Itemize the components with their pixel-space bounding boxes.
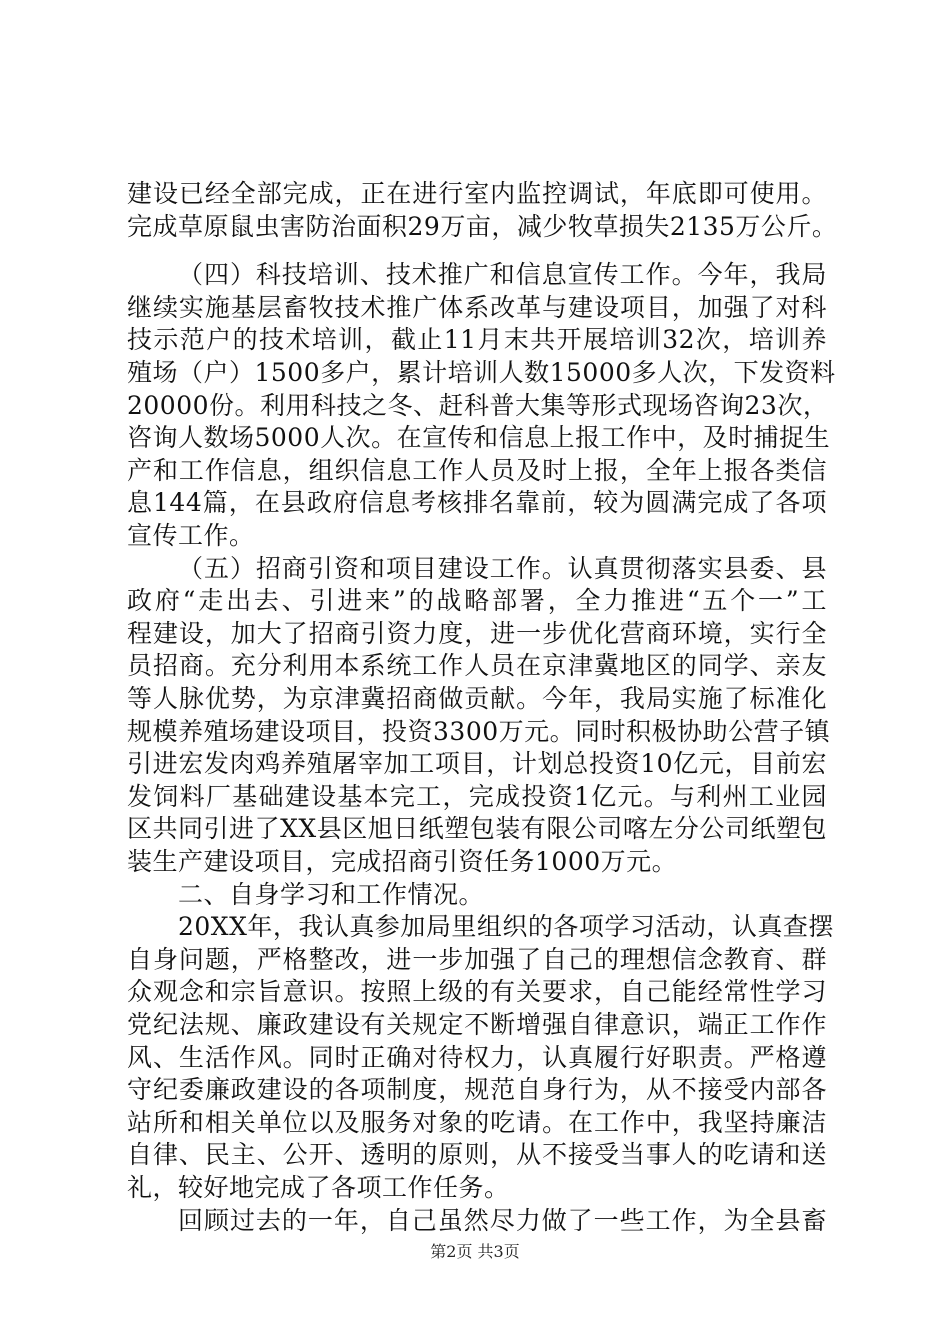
text-line: 产和工作信息，组织信息工作人员及时上报，全年上报各类信 — [127, 455, 827, 485]
text-line: 建设已经全部完成，正在进行室内监控调试，年底即可使用。 — [127, 179, 827, 208]
text-line: 自身问题，严格整改，进一步加强了自己的理想信念教育、群 — [127, 944, 827, 974]
text-line: 站所和相关单位以及服务对象的吃请。在工作中，我坚持廉洁 — [127, 1107, 827, 1137]
text-line: 员招商。充分利用本系统工作人员在京津冀地区的同学、亲友 — [127, 651, 827, 681]
text-line: 自律、民主、公开、透明的原则，从不接受当事人的吃请和送 — [127, 1140, 827, 1170]
text-line: 程建设，加大了招商引资力度，进一步优化营商环境，实行全 — [127, 618, 827, 648]
section-heading: 二、自身学习和工作情况。 — [178, 879, 485, 909]
text-line: 等人脉优势，为京津冀招商做贡献。今年，我局实施了标准化 — [127, 684, 827, 713]
text-line: 殖场（户）1500多户，累计培训人数15000多人次，下发资料 — [127, 358, 836, 387]
text-line: 咨询人数场5000人次。在宣传和信息上报工作中，及时捕捉生 — [127, 423, 831, 453]
text-line: 礼，较好地完成了各项工作任务。 — [127, 1173, 510, 1202]
text-line: 息144篇，在县政府信息考核排名靠前，较为圆满完成了各项 — [127, 488, 827, 518]
text-line: 装生产建设项目，完成招商引资任务1000万元。 — [127, 847, 678, 876]
text-line: 引进宏发肉鸡养殖屠宰加工项目，计划总投资10亿元，目前宏 — [127, 749, 827, 779]
text-line: 守纪委廉政建设的各项制度，规范自身行为，从不接受内部各 — [127, 1075, 827, 1105]
text-line: 完成草原鼠虫害防治面积29万亩，减少牧草损失2135万公斤。 — [127, 211, 838, 241]
text-line: 众观念和宗旨意识。按照上级的有关要求，自己能经常性学习 — [127, 977, 827, 1007]
text-line: 20XX年，我认真参加局里组织的各项学习活动，认真查摆 — [178, 912, 834, 942]
text-line: 继续实施基层畜牧技术推广体系改革与建设项目，加强了对科 — [127, 292, 827, 322]
text-line: 回顾过去的一年，自己虽然尽力做了一些工作，为全县畜 — [178, 1205, 827, 1235]
text-line: 党纪法规、廉政建设有关规定不断增强自律意识，端正工作作 — [127, 1010, 827, 1039]
text-line: 风、生活作风。同时正确对待权力，认真履行好职责。严格遵 — [127, 1042, 827, 1072]
text-line: 区共同引进了XX县区旭日纸塑包装有限公司喀左分公司纸塑包 — [127, 814, 827, 844]
text-line: 规模养殖场建设项目，投资3300万元。同时积极协助公营子镇 — [127, 716, 831, 746]
text-line: （四）科技培训、技术推广和信息宣传工作。今年，我局 — [178, 260, 827, 290]
text-line: 政府“走出去、引进来”的战略部署，全力推进“五个一”工 — [127, 586, 827, 616]
text-line: （五）招商引资和项目建设工作。认真贯彻落实县委、县 — [178, 553, 827, 583]
text-line: 宣传工作。 — [127, 521, 255, 550]
text-line: 技示范户的技术培训，截止11月末共开展培训32次，培训养 — [127, 325, 827, 355]
page-footer: 第2页 共3页 — [430, 1242, 520, 1261]
text-line: 发饲料厂基础建设基本完工，完成投资1亿元。与利州工业园 — [127, 781, 827, 811]
text-line: 20000份。利用科技之冬、赶科普大集等形式现场咨询23次， — [127, 390, 829, 420]
